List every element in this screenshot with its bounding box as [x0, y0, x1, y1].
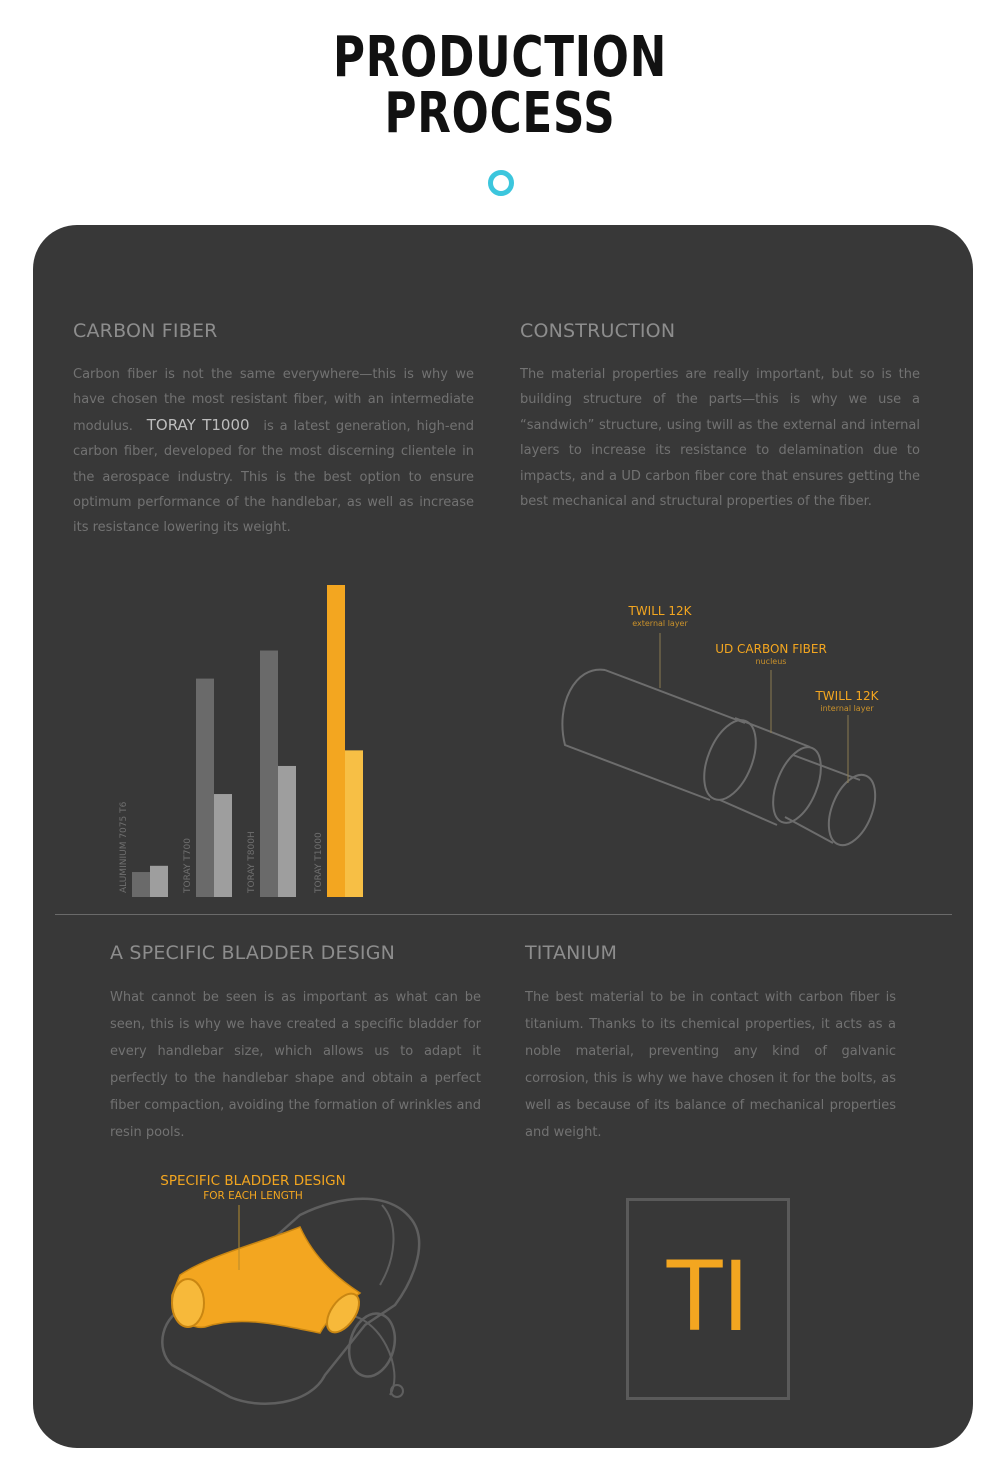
bar-1-series-1 — [214, 794, 232, 897]
bar-3-series-1 — [345, 750, 363, 897]
page-title-line-1: PRODUCTION — [332, 25, 668, 90]
page-title-line-2: PROCESS — [384, 81, 616, 146]
carbon-fiber-text-end: is a latest generation, high-end carbon fiber, developed for the most discerning clientele in the aerospace industry. This is the best option to ensure optimum performance of the handlebar, as well as increase its resistance lowering its weight. — [73, 418, 475, 536]
construction-text: The material properties are really important, but so is the building structure of the parts—this is why we use a “sandwich” structure, using twill as the external and internal layers to increase its resistance to delamination due to impacts, and a UD carbon fiber core that ensures getting the best mechanical and structural properties of the fiber. — [520, 367, 920, 510]
bar-label-2: TORAY T800H — [247, 831, 257, 893]
titanium-badge — [626, 1198, 790, 1400]
carbon-fiber-text — [73, 362, 474, 541]
twill-internal-sub: internal layer — [820, 704, 874, 713]
bladder-heading: A SPECIFIC BLADDER DESIGN — [110, 942, 396, 964]
fiber-strength-chart — [100, 575, 380, 905]
bar-2-series-1 — [278, 766, 296, 897]
carbon-fiber-heading: CARBON FIBER — [73, 320, 218, 342]
inner-tube-end — [820, 768, 885, 852]
bar-0-series-0 — [132, 872, 150, 897]
ud-carbon-sub: nucleus — [755, 657, 787, 666]
twill-external-sub: external layer — [632, 619, 688, 628]
twill-external-label: TWILL 12K — [628, 604, 692, 618]
tube-construction-diagram — [545, 595, 905, 865]
bladder-diagram-title: SPECIFIC BLADDER DESIGN — [160, 1173, 346, 1189]
page-title — [110, 25, 890, 146]
construction-heading: CONSTRUCTION — [520, 320, 676, 342]
outer-tube-end — [694, 713, 766, 807]
inner-tube-outline — [785, 755, 860, 843]
bar-label-1: TORAY T700 — [183, 838, 193, 893]
section-divider — [55, 914, 952, 915]
titanium-symbol: TI — [666, 1241, 750, 1353]
bladder-text: What cannot be seen is as important as what can be seen, this is why we have created a specific bladder for every handlebar size, which allows us to adapt it perfectly to the handlebar shape and obtain a perfect fiber compaction, avoiding the formation of wrinkles and resin pools. — [110, 990, 481, 1140]
bar-0-series-1 — [150, 866, 168, 897]
bar-label-3: TORAY T1000 — [314, 832, 324, 893]
titanium-text: The best material to be in contact with carbon fiber is titanium. Thanks to its chemical properties, it acts as a noble material, preventing any kind of galvanic corrosion, this is why we have chosen it for the bolts, as well as because of its balance of mechanical properties and weight. — [525, 990, 896, 1140]
title-ring-icon — [488, 170, 514, 196]
bar-label-0: ALUMINIUM 7075 T6 — [119, 801, 129, 893]
twill-internal-label: TWILL 12K — [815, 689, 879, 703]
middle-tube-end — [763, 740, 830, 829]
bar-2-series-0 — [260, 651, 278, 897]
bar-1-series-0 — [196, 679, 214, 897]
titanium-heading: TITANIUM — [525, 942, 618, 964]
bar-3-series-0 — [327, 585, 345, 897]
carbon-fiber-text-start: Carbon fiber is not the same everywhere—this is why we have chosen the most resistant fiber, with an intermediate modulus. — [73, 367, 474, 434]
middle-tube-outline — [720, 718, 810, 825]
bladder-diagram — [150, 1165, 450, 1430]
carbon-fiber-highlight: TORAY T1000 — [146, 415, 250, 434]
bladder-diagram-sub: FOR EACH LENGTH — [203, 1190, 303, 1202]
bladder-opening — [172, 1279, 204, 1327]
ud-carbon-label: UD CARBON FIBER — [715, 642, 827, 656]
outer-tube-outline — [562, 670, 745, 800]
